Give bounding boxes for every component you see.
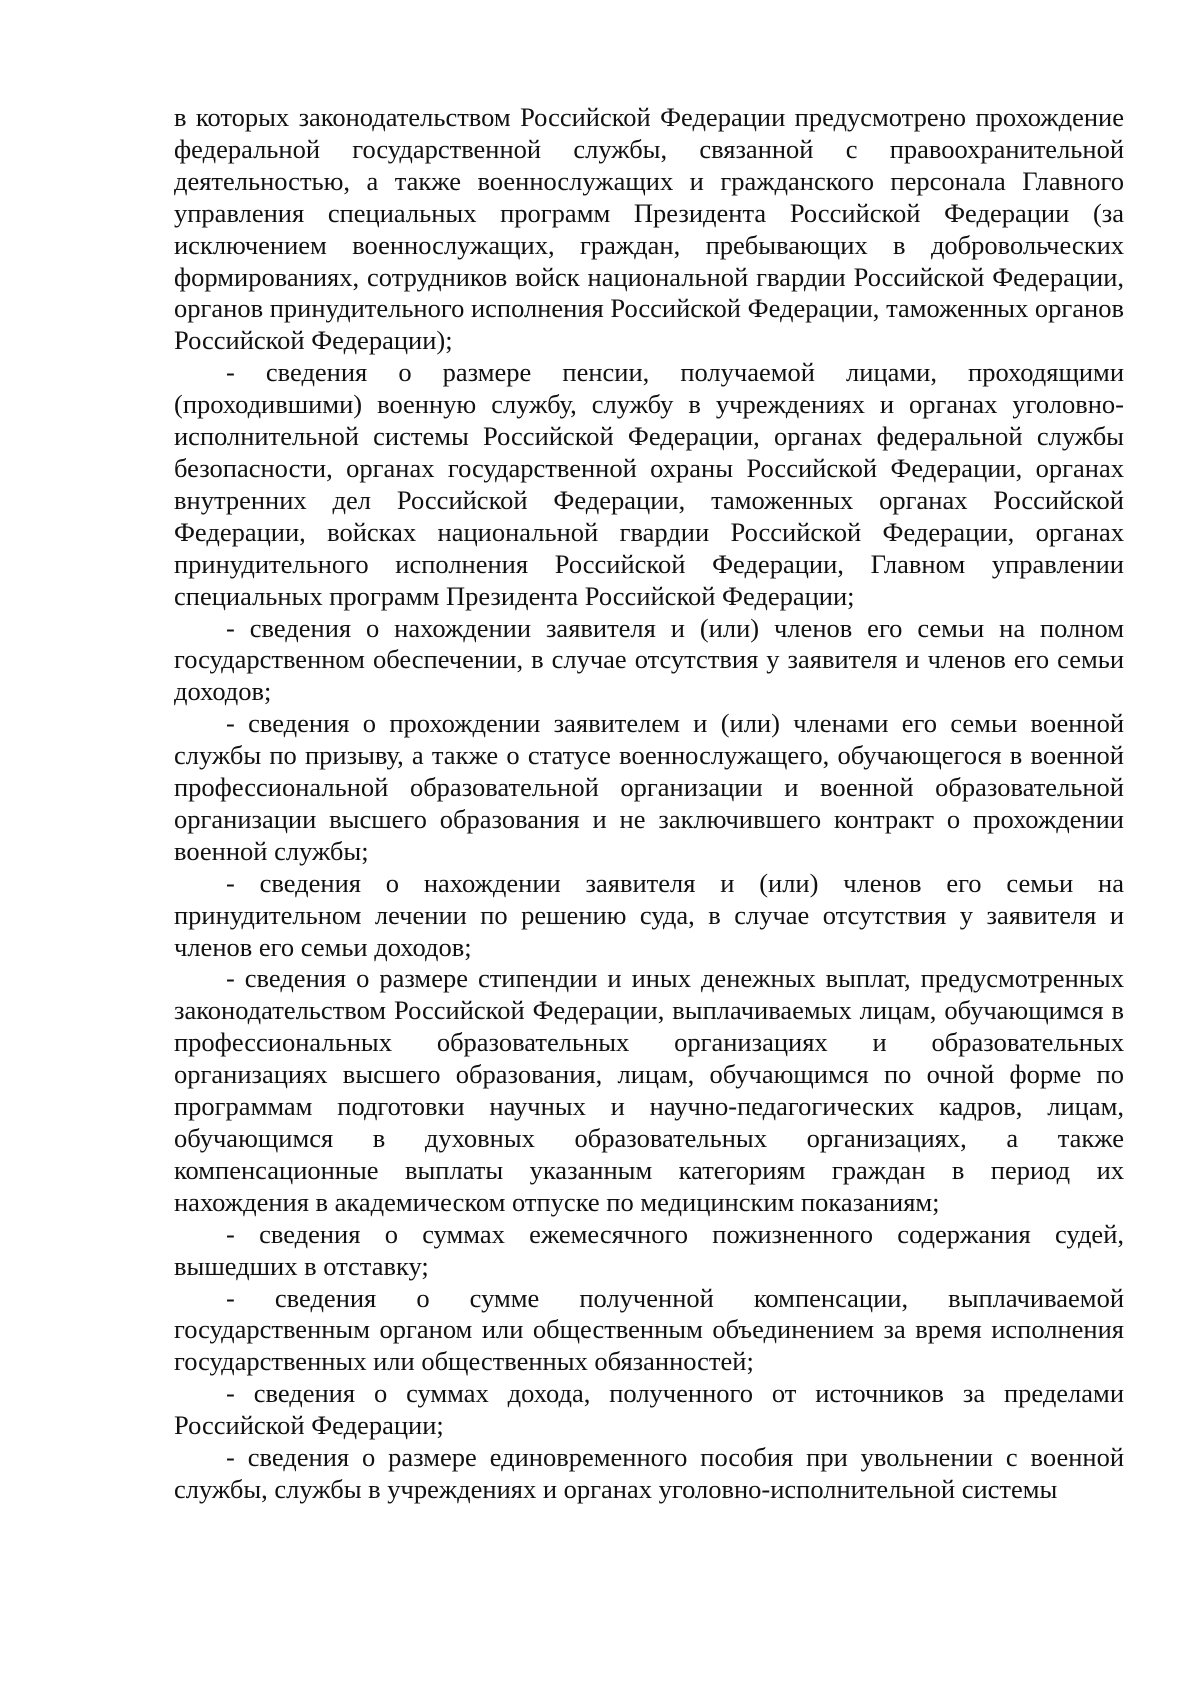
paragraph-military-service-info: - сведения о прохождении заявителем и (или) членами его семьи военной службы по призыву, а также о статусе военнослужащего, обучающегося в военной профессиональной образовательной организации и военной образовательной организации высшего образования и не заключившего контракт о прохождении военной службы; (174, 708, 1124, 866)
paragraph-foreign-income-info: - сведения о суммах дохода, полученного от источников за пределами Российской Федерации; (174, 1378, 1124, 1441)
paragraph-severance-info: - сведения о размере единовременного пособия при увольнении с военной службы, службы в учреждениях и органах уголовно-исполнительной системы (174, 1442, 1124, 1504)
paragraph-pension-info: - сведения о размере пенсии, получаемой лицами, проходящими (проходившими) военную службу, службу в учреждениях и органах уголовно-исполнительной системы Российской Федерации, органах федеральной службы безопасности, органах государственной охраны Российской Федерации, органах внутренних дел Российской Федерации, таможенных органах Российской Федерации, войсках национальной гвардии Российской Федерации, органах принудительного исполнения Российской Федерации, Главном управлении специальных программ Президента Российской Федерации; (174, 357, 1124, 611)
paragraph-judges-allowance-info: - сведения о суммах ежемесячного пожизненного содержания судей, вышедших в отставку; (174, 1218, 1124, 1281)
paragraph-state-support-info: - сведения о нахождении заявителя и (или) членов его семьи на полном государственном обеспечении, в случае отсутствия у заявителя и членов его семьи доходов; (174, 612, 1124, 707)
paragraph-compensation-info: - сведения о сумме полученной компенсации, выплачиваемой государственным органом или общественным объединением за время исполнения государственных или общественных обязанностей; (174, 1282, 1124, 1377)
document-page (174, 102, 1124, 1506)
paragraph-compulsory-treatment-info: - сведения о нахождении заявителя и (или) членов его семьи на принудительном лечении по решению суда, в случае отсутствия у заявителя и членов его семьи доходов; (174, 867, 1124, 962)
paragraph-scholarship-info: - сведения о размере стипендии и иных денежных выплат, предусмотренных законодательством Российской Федерации, выплачиваемых лицам, обучающимся в профессиональных образовательных организациях и образовательных организациях высшего образования, лицам, обучающимся по очной форме по программам подготовки научных и научно-педагогических кадров, лицам, обучающимся в духовных образовательных организациях, а также компенсационные выплаты указанным категориям граждан в период их нахождения в академическом отпуске по медицинским показаниям; (174, 963, 1124, 1217)
paragraph-continuation: в которых законодательством Российской Федерации предусмотрено прохождение федеральной государственной службы, связанной с правоохранительной деятельностью, а также военнослужащих и гражданского персонала Главного управления специальных программ Президента Российской Федерации (за исключением военнослужащих, граждан, пребывающих в добровольческих формированиях, сотрудников войск национальной гвардии Российской Федерации, органов принудительного исполнения Российской Федерации, таможенных органов Российской Федерации); (174, 102, 1124, 356)
